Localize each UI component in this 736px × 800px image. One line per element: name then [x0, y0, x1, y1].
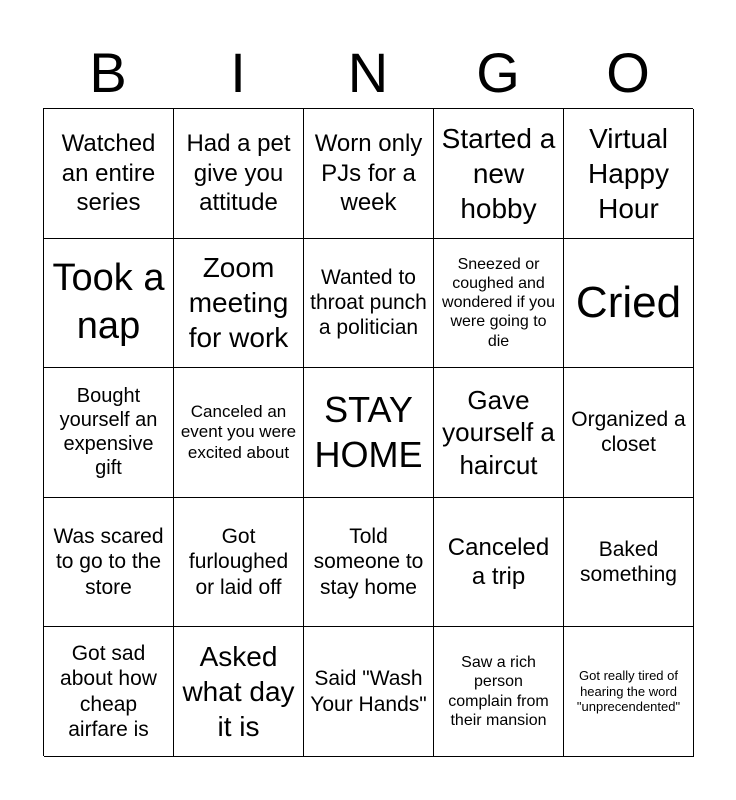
header-letter-b: B [89, 41, 127, 104]
bingo-cell[interactable]: Virtual Happy Hour [564, 109, 694, 239]
bingo-cell[interactable]: Bought yourself an expensive gift [44, 368, 174, 498]
bingo-cell[interactable]: Said "Wash Your Hands" [304, 627, 434, 757]
bingo-cell[interactable]: Got furloughed or laid off [174, 498, 304, 628]
bingo-cell[interactable]: Worn only PJs for a week [304, 109, 434, 239]
bingo-cell[interactable]: Canceled a trip [434, 498, 564, 628]
header-letter-n: N [347, 41, 389, 104]
bingo-cell[interactable]: Organized a closet [564, 368, 694, 498]
bingo-cell[interactable]: Watched an entire series [44, 109, 174, 239]
header-letter-i: I [230, 41, 246, 104]
header-letter-o: O [606, 41, 650, 104]
bingo-cell[interactable]: Got really tired of hearing the word "unprecendented" [564, 627, 694, 757]
bingo-cell[interactable]: Canceled an event you were excited about [174, 368, 304, 498]
bingo-cell[interactable]: Wanted to throat punch a politician [304, 239, 434, 369]
bingo-cell[interactable]: Had a pet give you attitude [174, 109, 304, 239]
bingo-cell[interactable]: Was scared to go to the store [44, 498, 174, 628]
bingo-cell[interactable]: Gave yourself a haircut [434, 368, 564, 498]
bingo-header [43, 38, 693, 108]
bingo-cell[interactable]: Zoom meeting for work [174, 239, 304, 369]
header-letter-g: G [476, 41, 520, 104]
bingo-cell[interactable]: Cried [564, 239, 694, 369]
bingo-cell[interactable]: Told someone to stay home [304, 498, 434, 628]
bingo-cell[interactable]: Started a new hobby [434, 109, 564, 239]
bingo-cell[interactable]: Took a nap [44, 239, 174, 369]
bingo-cell[interactable]: Sneezed or coughed and wondered if you were going to die [434, 239, 564, 369]
bingo-cell[interactable]: Asked what day it is [174, 627, 304, 757]
bingo-cell[interactable]: Saw a rich person complain from their mansion [434, 627, 564, 757]
bingo-cell[interactable]: Baked something [564, 498, 694, 628]
bingo-cell[interactable]: Got sad about how cheap airfare is [44, 627, 174, 757]
bingo-board [43, 108, 693, 756]
free-space-cell[interactable]: STAY HOME [304, 368, 434, 498]
